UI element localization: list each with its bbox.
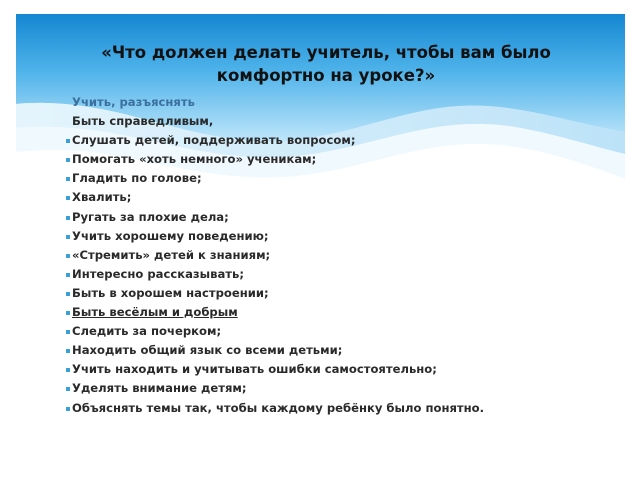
bullet-icon <box>66 368 70 372</box>
bullet-icon <box>66 292 70 296</box>
list-item <box>66 303 606 322</box>
slide-title: «Что должен делать учитель, чтобы вам было комфортно на уроке?» <box>101 43 551 85</box>
bullet-icon <box>66 349 70 353</box>
bullet-icon <box>66 387 70 391</box>
list-item-text: Уделять внимание детям; <box>72 381 247 396</box>
list-item-text: Хвалить; <box>72 190 132 205</box>
list-item <box>66 227 606 246</box>
answers-list <box>66 93 606 418</box>
bullet-icon <box>66 139 70 143</box>
list-item <box>66 341 606 360</box>
bullet-icon <box>66 330 70 334</box>
bullet-icon <box>66 216 70 220</box>
list-item-text: Учить, разъяснять <box>72 95 195 109</box>
bullet-icon <box>66 196 70 200</box>
list-item-text: Объяснять темы так, чтобы каждому ребёнку было понятно. <box>72 400 485 415</box>
list-item <box>66 284 606 303</box>
bullet-icon <box>66 158 70 162</box>
bullet-icon <box>66 177 70 181</box>
list-item <box>66 246 606 265</box>
list-item-text: Быть в хорошем настроении; <box>72 285 269 300</box>
bullet-icon <box>66 273 70 277</box>
list-item <box>66 360 606 379</box>
list-item-text: Учить хорошему поведению; <box>72 228 269 243</box>
list-item <box>66 208 606 227</box>
bullet-icon <box>66 235 70 239</box>
slide <box>16 14 625 466</box>
list-item-text: Слушать детей, поддерживать вопросом; <box>72 133 356 148</box>
list-item-text: Ругать за плохие дела; <box>72 209 229 224</box>
bullet-icon <box>66 407 70 411</box>
list-item-text: Быть весёлым и добрым <box>72 305 238 320</box>
list-item-text: Гладить по голове; <box>72 171 202 186</box>
bullet-icon <box>66 311 70 315</box>
list-item-text: Помогать «хоть немного» ученикам; <box>72 152 317 167</box>
list-item <box>66 379 606 398</box>
list-item <box>66 265 606 284</box>
list-item-text: Интересно рассказывать; <box>72 266 244 281</box>
list-item <box>66 150 606 169</box>
list-item <box>66 112 606 131</box>
list-item <box>66 399 606 418</box>
list-item-text: Быть справедливым, <box>72 114 214 129</box>
list-item <box>66 93 606 112</box>
list-item-text: Следить за почерком; <box>72 324 222 339</box>
list-item <box>66 188 606 207</box>
bullet-icon <box>66 254 70 258</box>
list-item <box>66 131 606 150</box>
list-item <box>66 322 606 341</box>
list-item-text: Находить общий язык со всеми детьми; <box>72 343 343 358</box>
list-item-text: Учить находить и учитывать ошибки самостоятельно; <box>72 362 437 377</box>
list-item <box>66 169 606 188</box>
list-item-text: «Стремить» детей к знаниям; <box>72 247 271 262</box>
